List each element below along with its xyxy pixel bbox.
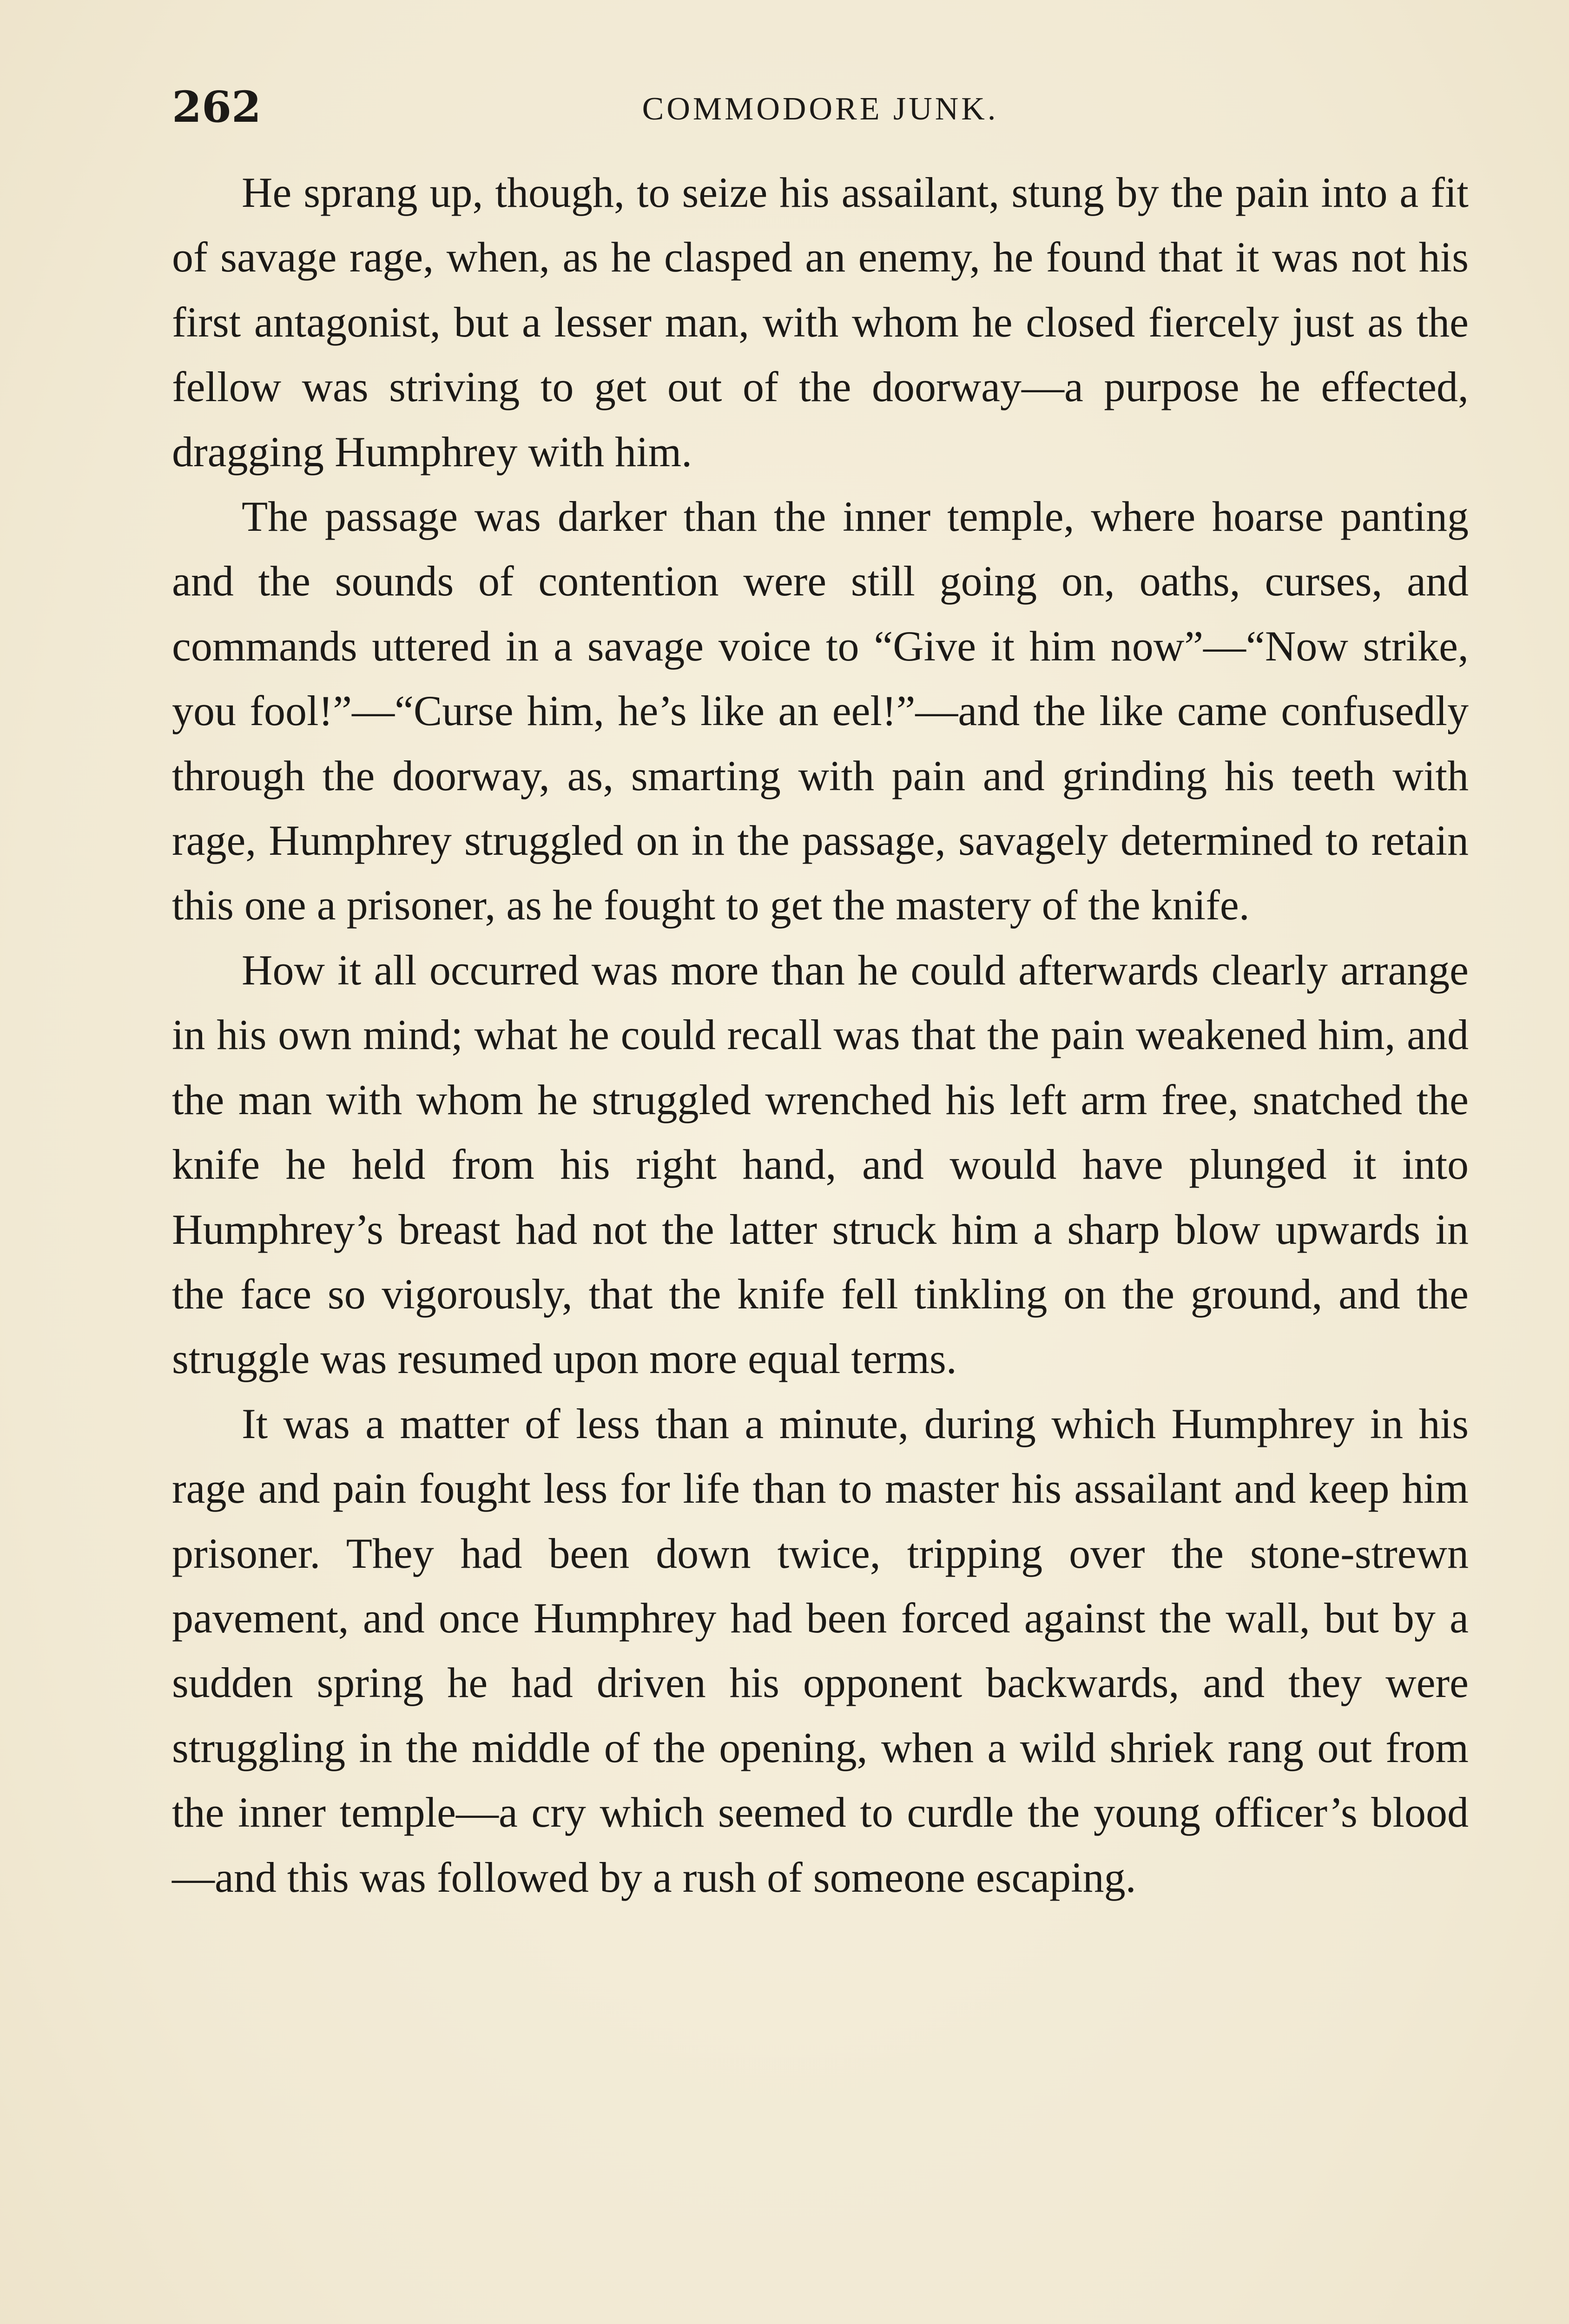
page-header	[172, 79, 1469, 135]
paragraph-1: He sprang up, though, to seize his assailant, stung by the pain into a fit of savage rage, when, as he clasped an enemy, he found that it was not his first antagonist, but a lesser man, with whom he closed fiercely just as the fellow was striving to get out of the doorway—a purpose he effected, dragging Humphrey with him.	[172, 169, 1469, 475]
page-number: 262	[172, 82, 262, 132]
paragraph-4: It was a matter of less than a minute, during which Humphrey in his rage and pain fought less for life than to master his assailant and keep him prisoner. They had been down twice, tripping over the stone-strewn pavement, and once Humphrey had been forced against the wall, but by a sudden spring he had driven his opponent backwards, and they were struggling in the middle of the opening, when a wild shriek rang out from the inner temple—a cry which seemed to curdle the young officer’s blood—and this was followed by a rush of someone escaping.	[172, 1400, 1469, 1901]
body-text	[172, 160, 1469, 1910]
paragraph-3: How it all occurred was more than he could afterwards clearly arrange in his own mind; what he could recall was that the pain weakened him, and the man with whom he struggled wrenched his left arm free, snatched the knife he held from his right hand, and would have plunged it into Humphrey’s breast had not the latter struck him a sharp blow upwards in the face so vigorously, that the knife fell tinkling on the ground, and the struggle was resumed upon more equal terms.	[172, 946, 1469, 1383]
running-title: COMMODORE JUNK.	[642, 91, 999, 127]
paragraph-2: The passage was darker than the inner temple, where hoarse panting and the sounds of contention were still going on, oaths, curses, and commands uttered in a savage voice to “Give it him now”—“Now strike, you fool!”—“Curse him, he’s like an eel!”—and the like came confusedly through the doorway, as, smarting with pain and grinding his teeth with rage, Humphrey struggled on in the passage, savagely determined to retain this one a prisoner, as he fought to get the mastery of the knife.	[172, 493, 1469, 929]
